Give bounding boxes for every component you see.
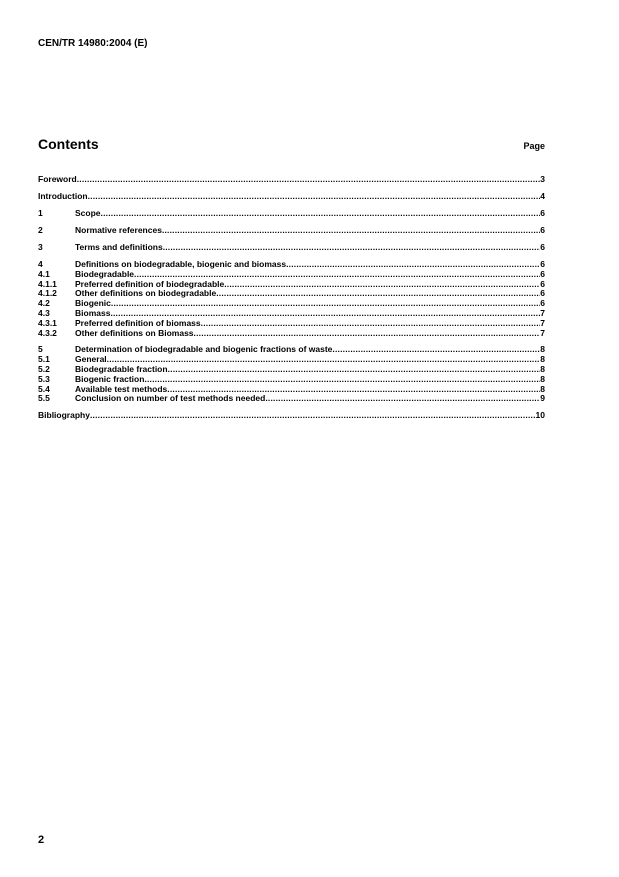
toc-entry-number: 4.1.1	[38, 278, 57, 289]
toc-entry-number: 5.5	[38, 393, 50, 404]
toc-entry-title: Biogenic fraction	[75, 373, 145, 384]
toc-entry-number: 5	[38, 344, 43, 355]
toc-entry-title: General	[75, 354, 107, 365]
toc-entry-page: 8	[540, 354, 545, 365]
toc-entry-4-1-2[interactable]	[38, 289, 545, 299]
toc-entry-title: Biodegradable	[75, 268, 135, 279]
toc-entry-page: 6	[540, 278, 545, 289]
toc-entry-3[interactable]	[38, 243, 545, 253]
toc-entry-foreword[interactable]	[38, 175, 545, 185]
leader-dots	[162, 226, 540, 236]
toc-entry-4-3-2[interactable]	[38, 329, 545, 339]
document-id-header: CEN/TR 14980:2004 (E)	[38, 38, 148, 49]
page-column-label: Page	[523, 141, 545, 151]
toc-entry-title: Available test methods	[75, 383, 168, 394]
toc-entry-1[interactable]	[38, 209, 545, 219]
toc-entry-page: 8	[540, 383, 545, 394]
toc-entry-introduction[interactable]	[38, 192, 545, 202]
leader-dots	[201, 319, 541, 329]
toc-entry-title: Biogenic	[75, 298, 111, 309]
toc-entry-bibliography[interactable]	[38, 411, 545, 421]
leader-dots	[107, 355, 541, 365]
toc-entry-number: 4	[38, 258, 43, 269]
leader-dots	[194, 329, 541, 339]
toc-entry-title: Conclusion on number of test methods needed	[75, 393, 266, 404]
leader-dots	[216, 289, 540, 299]
toc-entry-2[interactable]	[38, 226, 545, 236]
toc-entry-number: 2	[38, 224, 43, 235]
toc-entry-5[interactable]	[38, 345, 545, 355]
toc-entry-number: 5.2	[38, 364, 50, 375]
toc-entry-page: 9	[540, 393, 545, 404]
toc-entry-number: 3	[38, 241, 43, 252]
toc-entry-5-5[interactable]	[38, 394, 545, 404]
leader-dots	[224, 280, 540, 290]
toc-entry-title: Other definitions on Biomass	[75, 327, 194, 338]
leader-dots	[101, 209, 541, 219]
toc-entry-number: 4.1.2	[38, 288, 57, 299]
toc-entry-page: 8	[540, 373, 545, 384]
page-number: 2	[38, 834, 45, 846]
toc-entry-number: 4.3	[38, 307, 50, 318]
leader-dots	[111, 299, 540, 309]
toc-entry-number: 1	[38, 207, 43, 218]
toc-entry-title: Bibliography	[38, 410, 90, 421]
leader-dots	[265, 394, 540, 404]
toc-entry-number: 5.1	[38, 354, 50, 365]
toc-entry-title: Definitions on biodegradable, biogenic and biomass	[75, 258, 287, 269]
toc-entry-title: Introduction	[38, 190, 88, 201]
table-of-contents	[38, 175, 545, 421]
leader-dots	[286, 260, 540, 270]
leader-dots	[144, 375, 540, 385]
toc-entry-page: 7	[540, 327, 545, 338]
toc-entry-title: Determination of biodegradable and biogenic fractions of waste	[75, 344, 333, 355]
toc-entry-number: 4.3.1	[38, 317, 57, 328]
toc-entry-title: Terms and definitions	[75, 241, 163, 252]
toc-entry-title: Biodegradable fraction	[75, 364, 168, 375]
toc-entry-page: 6	[540, 268, 545, 279]
leader-dots	[77, 175, 541, 185]
toc-entry-page: 7	[540, 317, 545, 328]
toc-entry-page: 4	[540, 190, 545, 201]
toc-entry-page: 6	[540, 298, 545, 309]
toc-entry-title: Other definitions on biodegradable	[75, 288, 217, 299]
leader-dots	[90, 411, 536, 421]
toc-entry-title: Foreword	[38, 174, 77, 184]
toc-entry-page: 6	[540, 224, 545, 235]
contents-title: Contents	[38, 136, 99, 152]
toc-entry-page: 3	[540, 174, 545, 184]
toc-entry-number: 4.2	[38, 298, 50, 309]
leader-dots	[332, 345, 540, 355]
toc-entry-page: 8	[540, 364, 545, 375]
toc-entry-page: 8	[540, 344, 545, 355]
toc-entry-title: Preferred definition of biodegradable	[75, 278, 225, 289]
toc-entry-page: 6	[540, 258, 545, 269]
toc-entry-title: Normative references	[75, 224, 162, 235]
toc-entry-number: 4.3.2	[38, 327, 57, 338]
toc-entry-page: 10	[535, 410, 545, 421]
toc-entry-page: 6	[540, 207, 545, 218]
toc-entry-page: 6	[540, 288, 545, 299]
toc-entry-number: 5.3	[38, 373, 50, 384]
leader-dots	[88, 192, 541, 202]
toc-entry-title: Biomass	[75, 307, 111, 318]
toc-entry-title: Scope	[75, 207, 101, 218]
leader-dots	[168, 365, 541, 375]
toc-entry-number: 5.4	[38, 383, 50, 394]
toc-entry-page: 6	[540, 241, 545, 252]
toc-entry-page: 7	[540, 307, 545, 318]
toc-entry-4-2[interactable]	[38, 299, 545, 309]
toc-entry-title: Preferred definition of biomass	[75, 317, 201, 328]
leader-dots	[163, 243, 541, 253]
toc-entry-number: 4.1	[38, 268, 50, 279]
